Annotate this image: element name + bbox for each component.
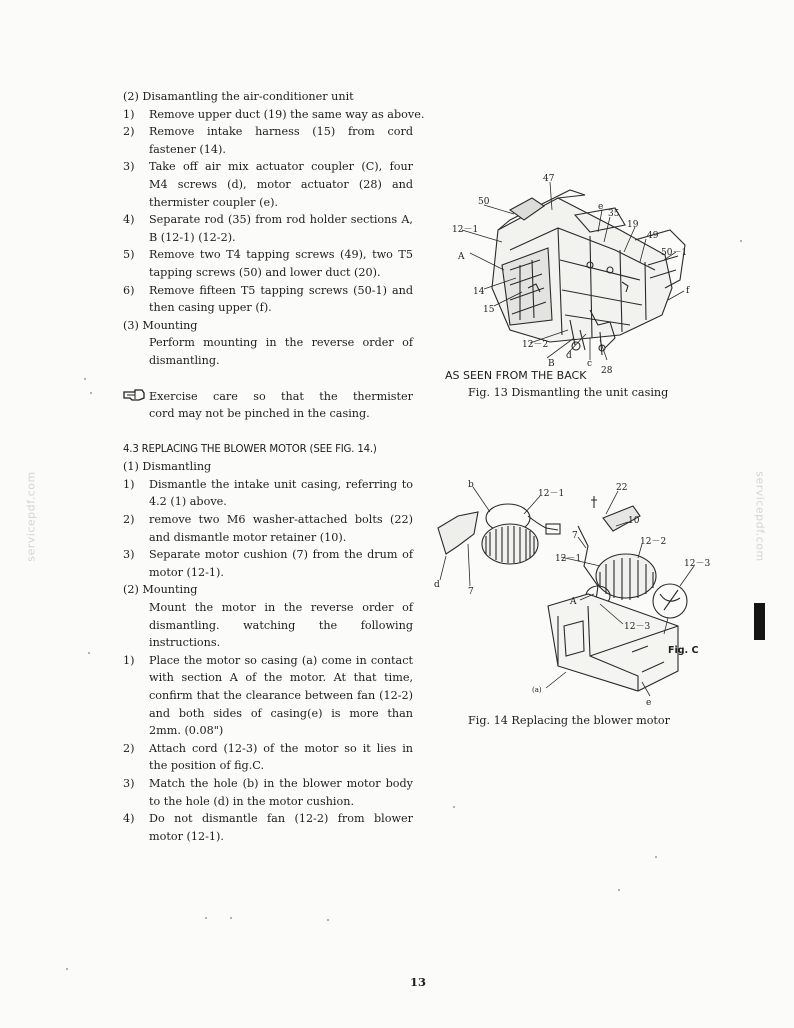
fig13-label: c [587, 359, 593, 369]
fig14-label: 12－2 [640, 537, 667, 547]
step-text: Remove two T4 tapping screws (49), two T5 [149, 248, 413, 262]
step-text: Attach cord (12-3) of the motor so it lies in [149, 741, 413, 755]
scan-speck [655, 856, 657, 858]
left-column-text [123, 88, 425, 845]
step-text: motor (12-1). [149, 565, 224, 579]
step-text: Remove upper duct (19) the same way as above. [149, 107, 425, 121]
step-text: confirm that the clearance between fan (12-2) [149, 689, 413, 702]
fig13-label: 12－1 [452, 225, 479, 235]
step-line [123, 687, 413, 705]
step-line [123, 476, 413, 494]
step-line [123, 669, 413, 687]
fig13-label: f [686, 286, 690, 296]
step-line [123, 194, 413, 212]
scan-speck [88, 652, 90, 654]
step-line [123, 652, 413, 670]
step-line [123, 211, 413, 229]
dismantling-heading: (1) Dismantling [123, 460, 212, 474]
scan-speck [90, 392, 92, 394]
step-text: the position of fig.C. [149, 759, 264, 773]
step-line [123, 264, 413, 282]
step-text: remove two M6 washer-attached bolts (22) [149, 513, 413, 527]
fig14-label: 12－3 [624, 622, 651, 632]
fig13-label: 19 [627, 220, 639, 230]
section-title: 4.3 REPLACING THE BLOWER MOTOR (SEE FIG. 14.) [123, 443, 377, 455]
step-text: motor (12-1). [149, 829, 224, 843]
step-number: 5) [123, 248, 135, 262]
section-disassembly-aircon [123, 88, 425, 370]
scan-speck [740, 240, 742, 242]
step-line [123, 757, 413, 775]
step-text: Do not dismantle fan (12-2) from blower [149, 812, 413, 826]
text-line: dismantling. [149, 353, 220, 367]
dismantling-steps [123, 476, 413, 582]
step-text: and both sides of casing(e) is more than [149, 706, 413, 720]
scan-speck [618, 889, 620, 891]
figure-13-caption: Fig. 13 Dismantling the unit casing [468, 386, 669, 399]
mounting-steps [123, 652, 413, 846]
fig13-label: e [598, 202, 604, 212]
text-line: cord may not be pinched in the casing. [149, 407, 370, 421]
mounting-heading: (2) Mounting [123, 583, 198, 597]
text-line: instructions. [149, 636, 221, 650]
fig13-label: 15 [483, 305, 495, 315]
fig-c-label: Fig. C [668, 645, 699, 656]
step-line [123, 828, 413, 846]
section-heading: (2) Disamantling the air-conditioner unit [123, 90, 354, 103]
scan-speck [205, 917, 207, 919]
scan-speck [84, 378, 86, 380]
fig14-label: 7 [572, 531, 578, 541]
section-replacing-blower [123, 441, 413, 846]
step-number: 2) [123, 741, 135, 755]
step-line [123, 793, 413, 811]
view-direction-note: AS SEEN FROM THE BACK [445, 369, 587, 382]
step-text: M4 screws (d), motor actuator (28) and [149, 177, 413, 191]
fig13-label: 50 [478, 197, 490, 207]
figure-14-blower-motor [428, 476, 718, 708]
step-text: 2mm. (0.08") [149, 724, 224, 738]
mounting-text [123, 599, 413, 652]
step-number: 6) [123, 283, 135, 297]
blower-motor-drawing [428, 476, 718, 708]
mounting-text [123, 334, 413, 369]
step-line [123, 564, 413, 582]
step-text: and dismantle motor retainer (10). [149, 530, 347, 544]
pointing-hand-icon [123, 388, 145, 402]
step-line [123, 810, 413, 828]
watermark-right: servicepdf.com [753, 471, 767, 562]
fig14-label: e [646, 698, 652, 708]
caution-text [149, 388, 413, 423]
step-line [123, 299, 413, 317]
fig14-label: 7 [468, 587, 474, 597]
step-line [123, 282, 413, 300]
fig13-label: 49 [647, 231, 659, 241]
step-line [123, 722, 413, 740]
fig13-label: 50－1 [661, 248, 688, 258]
fig13-label: 28 [601, 366, 613, 375]
step-line [123, 529, 413, 547]
step-text: Place the motor so casing (a) come in contact [149, 653, 413, 667]
fig13-label: 12－2 [522, 340, 549, 350]
step-line [123, 106, 425, 124]
fig14-label: (a) [532, 686, 542, 694]
step-line [123, 246, 413, 264]
fig14-label: 10 [628, 516, 640, 526]
step-text: tapping screws (50) and lower duct (20). [149, 265, 381, 279]
step-number: 3) [123, 548, 135, 562]
text-line: Mount the motor in the reverse order of [149, 601, 413, 615]
text-line: Perform mounting in the reverse order of [149, 336, 413, 350]
unit-casing-drawing [440, 170, 710, 375]
step-number: 3) [123, 160, 135, 174]
step-text: Separate motor cushion (7) from the drum of [149, 548, 413, 562]
section-tab-marker [754, 603, 765, 640]
step-text: Dismantle the intake unit casing, referring to [149, 477, 413, 491]
step-line [123, 705, 413, 723]
step-line [123, 229, 413, 247]
step-line [123, 493, 413, 511]
step-number: 1) [123, 107, 135, 121]
fig14-label: 12－3 [684, 559, 711, 569]
caution-note [123, 388, 413, 423]
step-line [123, 775, 413, 793]
step-number: 2) [123, 125, 135, 139]
step-list [123, 106, 425, 317]
fig13-label: d [566, 351, 572, 361]
fig13-label: 47 [543, 174, 555, 184]
text-line: dismantling. watching the following [149, 618, 413, 632]
fig14-label: b [468, 480, 474, 490]
step-number: 4) [123, 812, 135, 826]
step-text: to the hole (d) in the motor cushion. [149, 794, 354, 808]
mounting-heading: (3) Mounting [123, 318, 198, 332]
figure-13-unit-casing [440, 170, 710, 375]
step-text: thermister coupler (e). [149, 195, 278, 209]
step-line [123, 123, 413, 141]
step-text: B (12-1) (12-2). [149, 230, 236, 244]
step-line [123, 546, 413, 564]
text-line: Exercise care so that the thermister [149, 389, 413, 403]
step-number: 3) [123, 776, 135, 790]
step-text: Remove fifteen T5 tapping screws (50-1) and [149, 283, 413, 297]
scan-speck [66, 968, 68, 970]
fig14-label: 12－1 [538, 489, 565, 499]
step-line [123, 158, 413, 176]
step-text: with section A of the motor. At that time, [149, 671, 413, 685]
scan-speck [327, 919, 329, 921]
step-line [123, 176, 413, 194]
fig13-label: 14 [473, 287, 485, 297]
step-line [123, 511, 413, 529]
step-text: Separate rod (35) from rod holder sections A, [149, 213, 413, 227]
step-text: Match the hole (b) in the blower motor body [149, 776, 413, 790]
figure-14-caption: Fig. 14 Replacing the blower motor [468, 714, 671, 727]
scan-speck [230, 917, 232, 919]
step-text: 4.2 (1) above. [149, 495, 227, 509]
fig14-label: 12－1 [555, 554, 582, 564]
page-number: 13 [410, 975, 427, 989]
watermark-left: servicepdf.com [24, 471, 38, 562]
fig13-label: 35 [608, 209, 620, 219]
fig14-label: A [570, 597, 577, 607]
fig13-label: B [548, 359, 555, 369]
step-text: Remove intake harness (15) from cord [149, 125, 413, 139]
fig14-label: 22 [616, 483, 628, 493]
scan-speck [453, 806, 455, 808]
step-number: 1) [123, 477, 135, 491]
step-number: 4) [123, 213, 135, 227]
step-text: then casing upper (f). [149, 301, 272, 315]
step-line [123, 141, 413, 159]
step-text: fastener (14). [149, 142, 226, 156]
step-number: 2) [123, 513, 135, 527]
fig14-label: d [434, 580, 440, 590]
fig13-label: A [458, 252, 465, 262]
step-line [123, 740, 413, 758]
step-text: Take off air mix actuator coupler (C), four [149, 160, 413, 174]
step-number: 1) [123, 653, 135, 667]
